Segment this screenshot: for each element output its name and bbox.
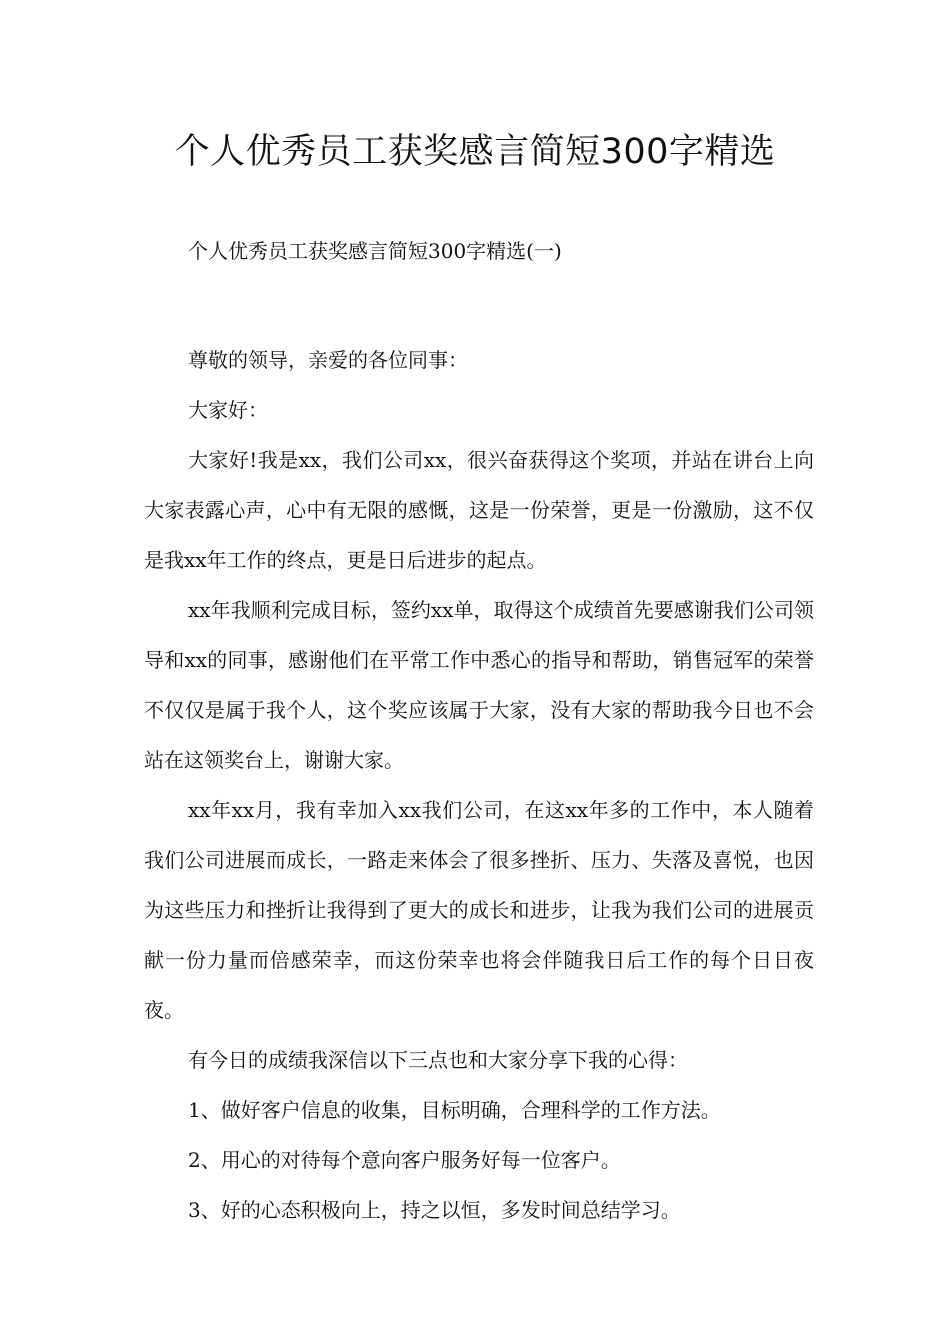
paragraph-growth: xx年xx月，我有幸加入xx我们公司，在这xx年多的工作中，本人随着我们公司进展而成长，一路走来体会了很多挫折、压力、失落及喜悦，也因为这些压力和挫折让我得到了更大的成长和进步，让我为我们公司的进展贡献一份力量而倍感荣幸，而这份荣幸也将会伴随我日后工作的每个日日夜夜。 xyxy=(144,798,814,1022)
document-subtitle: 个人优秀员工获奖感言简短300字精选(一) xyxy=(188,239,562,263)
paragraph-greeting: 尊敬的领导，亲爱的各位同事： xyxy=(188,348,468,372)
paragraph-thanks: xx年我顺利完成目标，签约xx单，取得这个成绩首先要感谢我们公司领导和xx的同事，感谢他们在平常工作中悉心的指导和帮助，销售冠军的荣誉不仅仅是属于我个人，这个奖应该属于大家，没有大家的帮助我今日也不会站在这领奖台上，谢谢大家。 xyxy=(144,598,814,772)
list-item-3: 3、好的心态积极向上，持之以恒，多发时间总结学习。 xyxy=(188,1198,681,1222)
list-item-2: 2、用心的对待每个意向客户服务好每一位客户。 xyxy=(188,1148,621,1172)
document-body xyxy=(144,335,814,1235)
paragraph-hello: 大家好： xyxy=(188,398,268,422)
paragraph-lessons-intro: 有今日的成绩我深信以下三点也和大家分享下我的心得： xyxy=(188,1048,688,1072)
document-title: 个人优秀员工获奖感言简短300字精选 xyxy=(174,132,776,172)
list-item-1: 1、做好客户信息的收集，目标明确，合理科学的工作方法。 xyxy=(188,1098,721,1122)
paragraph-intro: 大家好!我是xx，我们公司xx，很兴奋获得这个奖项，并站在讲台上向大家表露心声，心中有无限的感慨，这是一份荣誉，更是一份激励，这不仅是我xx年工作的终点，更是日后进步的起点。 xyxy=(144,448,814,572)
